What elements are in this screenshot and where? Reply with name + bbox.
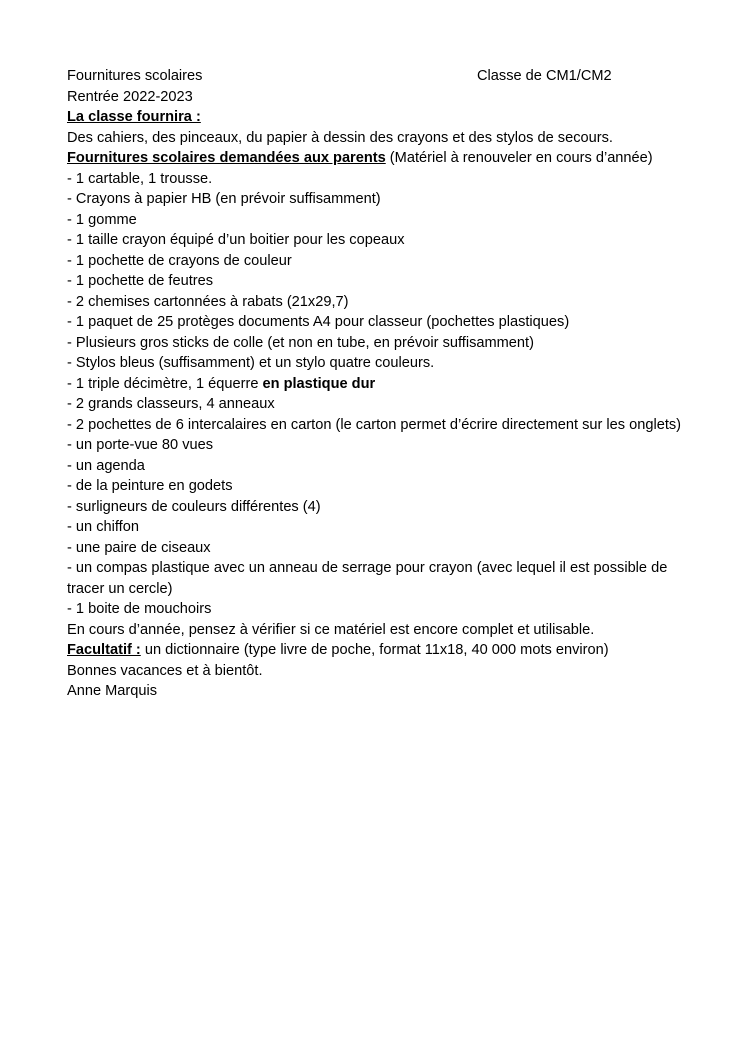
section-parents	[67, 148, 691, 620]
section-class-provides-body: Des cahiers, des pinceaux, du papier à dessin des crayons et des stylos de secours.	[67, 129, 613, 146]
supply-list-item: - 1 triple décimètre, 1 équerre en plastique dur	[67, 375, 376, 392]
school-year: Rentrée 2022-2023	[67, 88, 193, 105]
optional-section	[67, 640, 691, 661]
supply-list-item: - 1 boite de mouchoirs	[67, 601, 212, 617]
supply-list-item: - 1 cartable, 1 trousse.	[67, 170, 213, 187]
supply-list-item: - un chiffon	[67, 519, 139, 535]
supply-list-item: - une paire de ciseaux	[67, 539, 211, 556]
supply-list-item: - 1 pochette de feutres	[67, 273, 214, 289]
section-parents-heading	[67, 148, 691, 169]
supply-list-item: - Stylos bleus (suffisamment) et un stylo quatre couleurs.	[67, 355, 435, 371]
optional-label: Facultatif :	[67, 642, 141, 658]
section-parents-heading-text: Fournitures scolaires demandées aux parents	[67, 150, 386, 166]
supply-list-item: - un agenda	[67, 457, 145, 474]
section-class-provides-heading	[67, 107, 691, 128]
supply-list-item: - Plusieurs gros sticks de colle (et non en tube, en prévoir suffisamment)	[67, 334, 534, 351]
section-class-provides	[67, 107, 691, 148]
supply-list-item: - 1 pochette de crayons de couleur	[67, 252, 292, 269]
supply-list-item: - 2 chemises cartonnées à rabats (21x29,7)	[67, 293, 349, 310]
supply-list-item: - surligneurs de couleurs différentes (4)	[67, 498, 321, 515]
document-header	[67, 66, 691, 107]
supply-list-item: - 1 gomme	[67, 211, 137, 228]
class-label: Classe de CM1/CM2	[477, 68, 612, 84]
supply-list-item: - Crayons à papier HB (en prévoir suffisamment)	[67, 191, 381, 207]
section-class-provides-heading-text: La classe fournira :	[67, 109, 201, 125]
section-parents-heading-suffix: (Matériel à renouveler en cours d’année)	[385, 150, 653, 166]
supply-list-item: - 2 grands classeurs, 4 anneaux	[67, 396, 275, 412]
supply-list-item: - 1 paquet de 25 protèges documents A4 pour classeur (pochettes plastiques)	[67, 314, 570, 330]
document-content	[67, 66, 691, 702]
document-title: Fournitures scolaires	[67, 68, 203, 84]
closing-line: Bonnes vacances et à bientôt.	[67, 662, 263, 679]
supply-list-item: - un compas plastique avec un anneau de serrage pour crayon (avec lequel il est possible de tracer un cercle)	[67, 560, 668, 597]
supply-list-item: - 1 taille crayon équipé d’un boitier pour les copeaux	[67, 232, 405, 248]
supply-list-item: - un porte-vue 80 vues	[67, 437, 214, 453]
supply-list-item: - de la peinture en godets	[67, 478, 233, 494]
supply-list-item: - 2 pochettes de 6 intercalaires en carton (le carton permet d’écrire directement sur les onglets)	[67, 416, 682, 433]
optional-text: un dictionnaire (type livre de poche, format 11x18, 40 000 mots environ)	[140, 642, 609, 658]
signature: Anne Marquis	[67, 683, 158, 699]
reminder-note: En cours d’année, pensez à vérifier si ce matériel est encore complet et utilisable.	[67, 621, 595, 638]
